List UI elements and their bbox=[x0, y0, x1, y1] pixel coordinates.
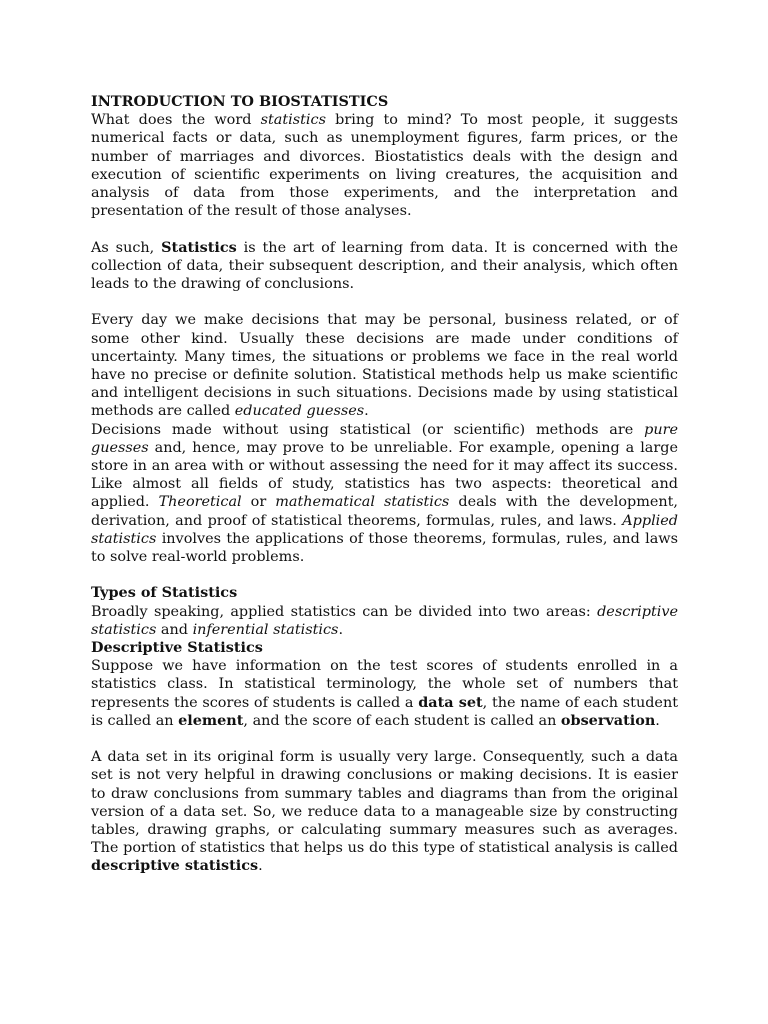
text-segment: is the art of learning from data. It is concerned with the collection of data, their subsequent description, and their analysis, which often leads to the drawing of conclusions. bbox=[91, 239, 678, 293]
paragraph-gap bbox=[91, 220, 678, 238]
text-segment: Suppose we have information on the test scores of students enrolled in a statistics class. In statistical terminology, the whole set of numbers that represents the scores of students is called a bbox=[91, 658, 678, 711]
dataset-paragraph bbox=[91, 748, 678, 875]
italic-term: educated guesses bbox=[234, 403, 365, 420]
text-segment: Decisions made without using statistical (or scientific) methods are bbox=[91, 421, 645, 438]
text-segment: bring to mind? To most people, it suggests numerical facts or data, such as unemployment figures, farm prices, or the number of marriages and divorces. Biostatistics deals with the design and execution of scientific experiments on living creatures, the acquisition and analysis of data from those experiments, and the interpretation and presentation of the result of those analyses. bbox=[91, 112, 678, 220]
italic-term: pure guesses bbox=[91, 421, 678, 456]
italic-term: mathematical statistics bbox=[275, 494, 450, 511]
guesses-paragraph bbox=[91, 421, 678, 567]
italic-term: descriptive statistics bbox=[91, 603, 678, 638]
italic-term: Applied statistics bbox=[91, 512, 678, 547]
types-of-statistics-heading: Types of Statistics bbox=[91, 584, 238, 602]
text-segment: , and the score of each student is called an bbox=[243, 712, 561, 729]
italic-term: statistics bbox=[260, 112, 326, 129]
text-segment: or bbox=[241, 494, 276, 511]
intro-paragraph bbox=[91, 111, 678, 220]
paragraph-gap bbox=[91, 293, 678, 311]
text-segment: . bbox=[258, 858, 263, 875]
italic-term: inferential statistics bbox=[192, 621, 339, 638]
bold-term: element bbox=[178, 711, 244, 729]
text-segment: Broadly speaking, applied statistics can be divided into two areas: bbox=[91, 603, 598, 620]
statistics-definition-paragraph bbox=[91, 239, 678, 294]
bold-term: data set bbox=[418, 693, 483, 711]
descriptive-paragraph bbox=[91, 657, 678, 730]
text-segment: involves the applications of those theorems, formulas, rules, and laws to solve real-world problems. bbox=[91, 530, 678, 566]
text-segment: As such, bbox=[91, 239, 162, 256]
italic-term: Theoretical bbox=[158, 494, 242, 511]
text-segment: and bbox=[156, 621, 193, 638]
bold-term: Statistics bbox=[161, 238, 237, 256]
text-segment: deals with the development, derivation, and proof of statistical theorems, formulas, rules, and laws. bbox=[91, 494, 678, 529]
descriptive-statistics-heading: Descriptive Statistics bbox=[91, 639, 263, 657]
decisions-paragraph bbox=[91, 311, 678, 420]
text-segment: . bbox=[338, 621, 344, 638]
text-segment: and, hence, may prove to be unreliable. For example, opening a large store in an area with or without assessing the need for it may affect its success. Like almost all fields of study, statistics has two aspects: theoretical and applied. bbox=[91, 439, 678, 511]
text-segment: . bbox=[364, 403, 369, 420]
text-segment: Every day we make decisions that may be personal, business related, or of some other kind. Usually these decisions are made under conditions of uncertainty. Many times, the situations or problems we face in the real world have no precise or definite solution. Statistical methods help us make scientific and intelligent decisions in such situations. Decisions made by using statistical methods are called bbox=[91, 312, 678, 420]
types-paragraph bbox=[91, 603, 678, 639]
text-segment: , the name of each student is called an bbox=[91, 694, 679, 729]
document-page bbox=[91, 93, 678, 876]
document-title: INTRODUCTION TO BIOSTATISTICS bbox=[91, 93, 389, 110]
bold-term: descriptive statistics bbox=[91, 857, 259, 875]
paragraph-gap bbox=[91, 566, 678, 584]
text-segment: What does the word bbox=[91, 112, 261, 129]
text-segment: . bbox=[655, 712, 660, 729]
bold-term: observation bbox=[560, 711, 656, 729]
text-segment: A data set in its original form is usually very large. Consequently, such a data set is not very helpful in drawing conclusions or making decisions. It is easier to draw conclusions from summary tables and diagrams than from the original version of a data set. So, we reduce data to a manageable size by constructing tables, drawing graphs, or calculating summary measures such as averages. The portion of statistics that helps us do this type of statistical analysis is called bbox=[91, 749, 678, 857]
paragraph-gap bbox=[91, 730, 678, 748]
